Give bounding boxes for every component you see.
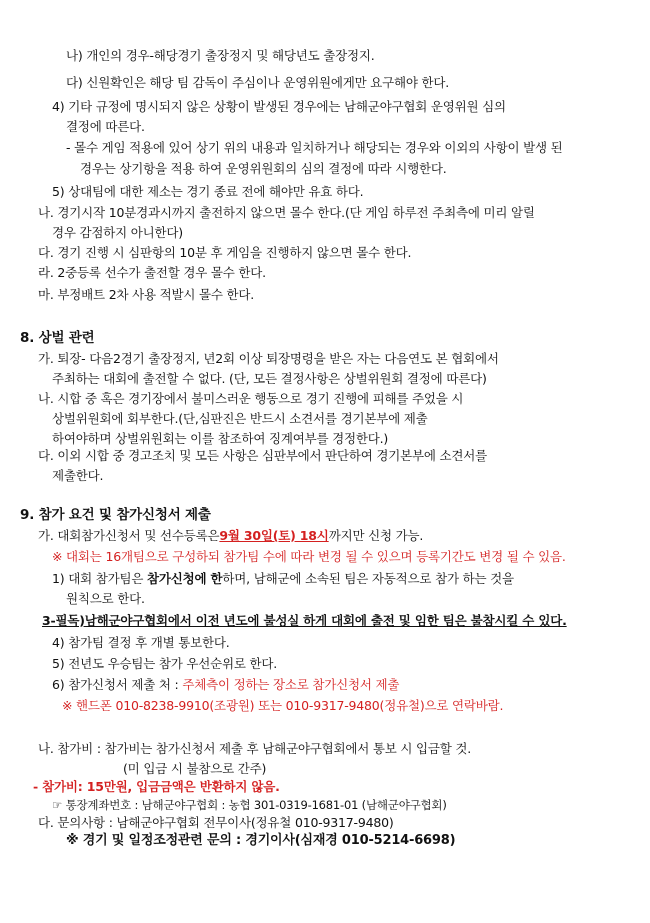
text-line: 가. 퇴장- 다음2경기 출장정지, 년2회 이상 퇴장명령을 받은 자는 다음연도 본 협회에서	[38, 351, 499, 366]
text-line: 경우는 상기항을 적용 하여 운영위원회의 심의 결정에 따라 시행한다.	[80, 161, 447, 176]
registration-deadline-line	[38, 527, 423, 545]
text-line	[52, 570, 514, 588]
deadline-date: 9월 30일(토) 18시	[219, 528, 329, 543]
text-line: 하여야하며 상벌위원회는 이를 참조하여 징계여부를 경정한다.)	[52, 431, 389, 446]
text-line: 나. 시합 중 혹은 경기장에서 불미스러운 행동으로 경기 진행에 피해를 주었을 시	[38, 391, 464, 406]
account-line	[52, 796, 447, 814]
text-segment: 1) 대회 참가팀은	[52, 571, 148, 586]
text-line: 4) 참가팀 결정 후 개별 통보한다.	[52, 635, 230, 650]
text-line: 제출한다.	[52, 468, 104, 483]
text-segment: 가. 대회참가신청서 및 선수등록은	[38, 528, 220, 543]
text-line: 나) 개인의 경우-해당경기 출장정지 및 해당년도 출장정지.	[66, 48, 375, 63]
text-segment: 하며, 남해군에 소속된 팀은 자동적으로 참가 하는 것을	[222, 571, 514, 586]
text-line: 다. 문의사항 : 남해군야구협회 전무이사(정유철 010-9317-9480)	[38, 815, 394, 830]
text-line: 라. 2중등록 선수가 출전할 경우 몰수 한다.	[38, 265, 266, 280]
account-number: 통장계좌번호 : 남해군야구협회 : 농협 301-0319-1681-01 (남해군야구협회)	[65, 798, 447, 812]
text-line: 5) 전년도 우승팀는 참가 우선순위로 한다.	[52, 656, 278, 671]
emphasis-text: 참가신청에 한	[147, 571, 223, 586]
pointing-hand-icon: ☞	[52, 798, 63, 812]
text-line: 주최하는 대회에 출전할 수 없다. (단, 모든 결정사항은 상벌위원회 결정에 따른다)	[52, 371, 487, 386]
section-heading: 9. 참가 요건 및 참가신청서 제출	[20, 507, 211, 523]
text-line: - 몰수 게임 적용에 있어 상기 위의 내용과 일치하거나 해당되는 경우와 이외의 사항이 발생 된	[66, 140, 563, 155]
text-line: 5) 상대팀에 대한 제소는 경기 종료 전에 해야만 유효 하다.	[52, 184, 364, 199]
text-line: 다. 경기 진행 시 심판항의 10분 후 게임을 진행하지 않으면 몰수 한다.	[38, 245, 412, 260]
text-line: (미 입금 시 불참으로 간주)	[123, 761, 267, 776]
notice-line: ※ 대회는 16개팀으로 구성하되 참가팀 수에 따라 변경 될 수 있으며 등록기간도 변경 될 수 있음.	[52, 549, 566, 564]
contact-line: ※ 경기 및 일정조정관련 문의 : 경기이사(심재경 010-5214-6698)	[66, 833, 456, 848]
text-line: 원칙으로 한다.	[66, 591, 145, 606]
section-heading: 8. 상벌 관련	[20, 330, 95, 346]
text-line: 4) 기타 규정에 명시되지 않은 상황이 발생된 경우에는 남해군야구협회 운영위원 심의	[52, 99, 506, 114]
phone-notice: ※ 핸드폰 010-8238-9910(조광원) 또는 010-9317-9480(정유철)으로 연락바람.	[62, 698, 504, 713]
text-segment: 6) 참가신청서 제출 처 :	[52, 677, 183, 692]
text-line: 나. 경기시작 10분경과시까지 출전하지 않으면 몰수 한다.(단 게임 하루전 주최측에 미리 알릴	[38, 205, 535, 220]
text-segment: 까지만 신청 가능.	[328, 528, 424, 543]
text-line: 다) 신원확인은 해당 팀 감독이 주심이나 운영위원에게만 요구해야 한다.	[66, 75, 450, 90]
text-line: 마. 부정배트 2차 사용 적발시 몰수 한다.	[38, 287, 255, 302]
text-line: 상벌위원회에 회부한다.(단,심판진은 반드시 소견서를 경기본부에 제출	[52, 411, 428, 426]
submission-place: 주체측이 정하는 장소로 참가신청서 제출	[182, 677, 400, 692]
text-line: 다. 이외 시합 중 경고조치 및 모든 사항은 심판부에서 판단하여 경기본부에 소견서를	[38, 448, 488, 463]
fee-amount: - 참가비: 15만원, 입금금액은 반환하지 않음.	[33, 779, 280, 794]
text-line: 결정에 따른다.	[66, 119, 145, 134]
text-line: 경우 감점하지 아니한다)	[52, 225, 183, 240]
text-line	[52, 676, 399, 694]
text-line: 나. 참가비 : 참가비는 참가신청서 제출 후 남해군야구협회에서 통보 시 입금할 것.	[38, 741, 472, 756]
must-read-notice: 3-필독)남해군야구협회에서 이전 년도에 불성실 하게 대회에 출전 및 임한 팀은 불참시킬 수 있다.	[42, 613, 567, 628]
